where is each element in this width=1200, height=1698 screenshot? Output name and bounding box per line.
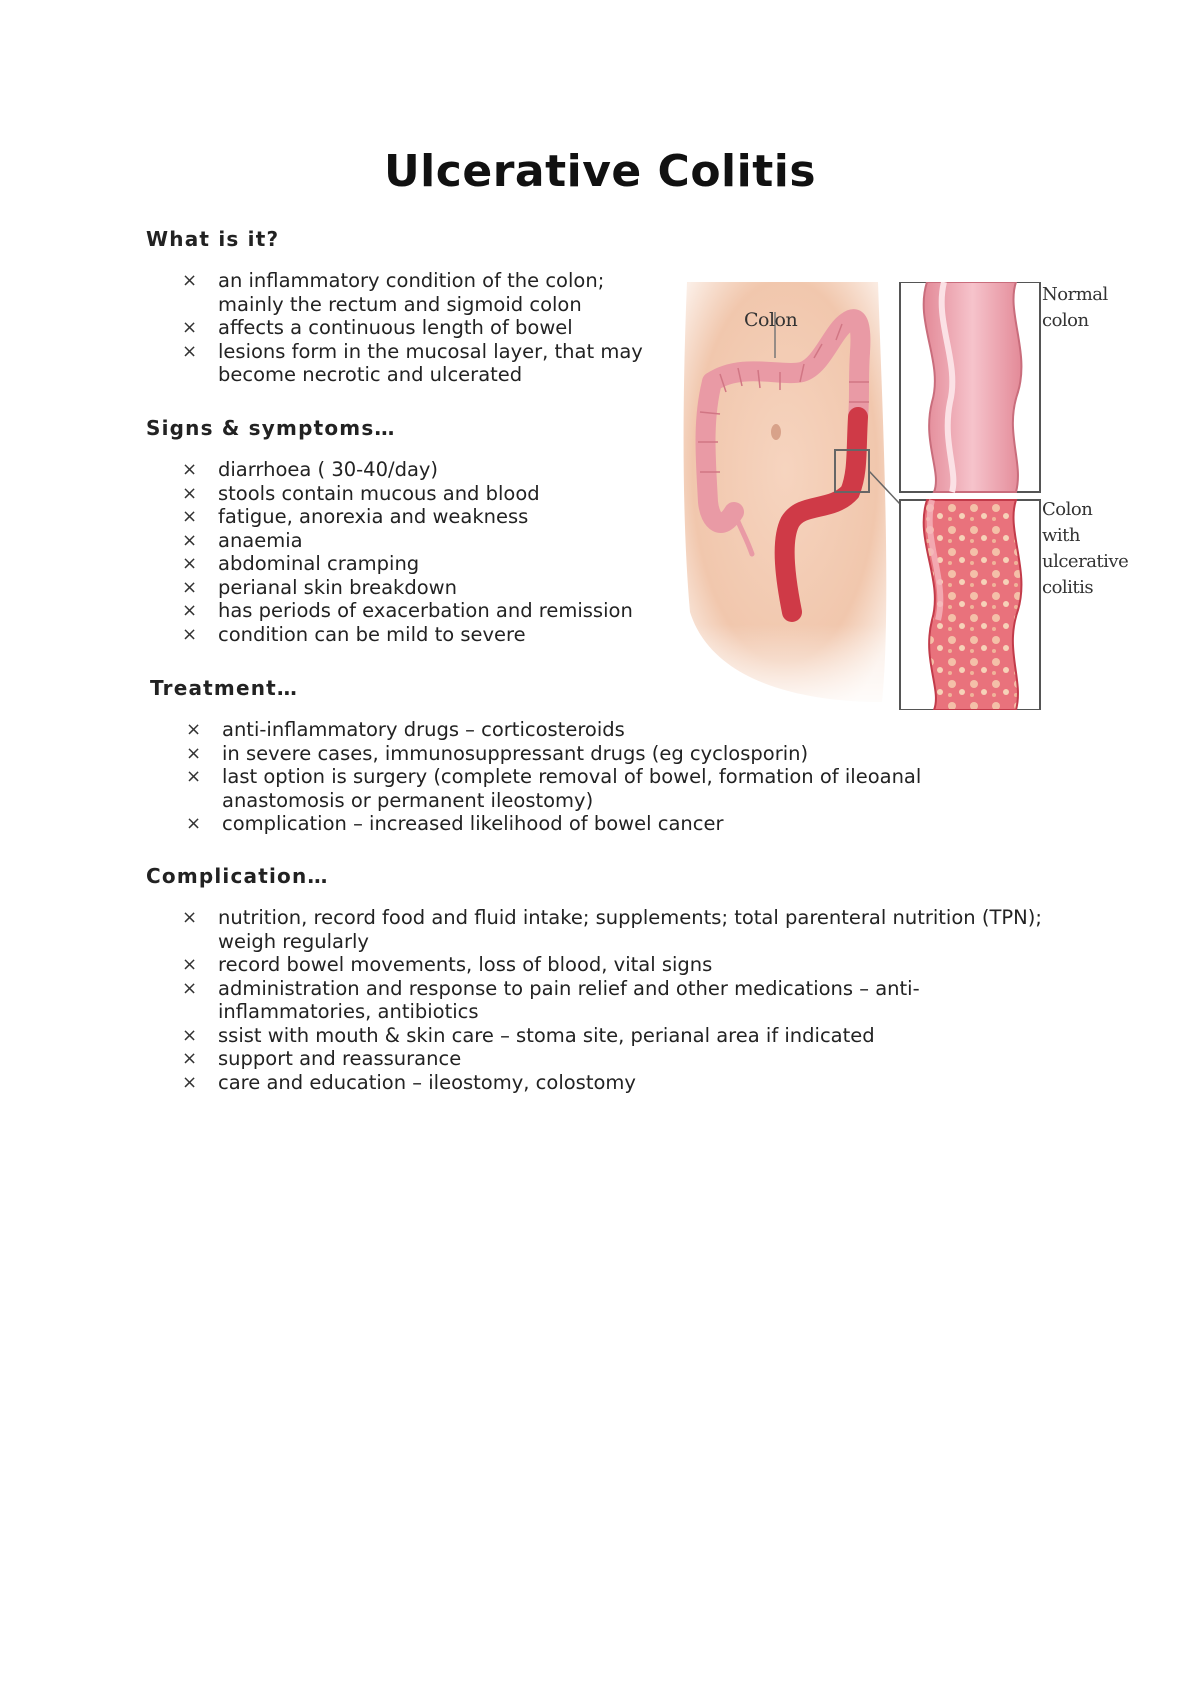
list-item [146,623,666,647]
list-item-text: has periods of exacerbation and remission [218,599,633,622]
section-heading: What is it? [146,227,280,251]
cross-bullet-icon: × [182,317,198,338]
list-item [146,269,666,316]
list-item-text: stools contain mucous and blood [218,481,540,505]
cross-bullet-icon: × [182,482,198,504]
list-item [146,458,666,482]
colon-diagram-graphic [682,282,1122,710]
cross-bullet-icon: × [182,907,198,928]
bullet-list [146,269,666,387]
cross-bullet-icon: × [186,742,202,764]
cross-bullet-icon: × [182,553,198,574]
colon-label: Colon [744,309,798,331]
list-item [146,529,666,553]
list-item [150,718,1050,742]
section-heading: Complication… [146,864,329,888]
page-title: Ulcerative Colitis [383,146,817,197]
cross-bullet-icon: × [182,600,198,621]
colon-illustration [682,282,1129,710]
normal-colon-tube [924,282,1022,492]
list-item [146,505,666,529]
cross-bullet-icon: × [182,576,198,598]
section-complication [146,864,1046,1094]
list-item-text: in severe cases, immunosuppressant drugs (eg cyclosporin) [222,741,809,765]
bullet-list [150,718,1050,836]
list-item [146,1047,1046,1071]
cross-bullet-icon: × [182,270,198,291]
list-item [146,1024,1046,1048]
list-item-text: record bowel movements, loss of blood, vital signs [218,953,713,976]
cross-bullet-icon: × [182,506,198,527]
list-item-text: condition can be mild to severe [218,622,526,646]
list-item-text: lesions form in the mucosal layer, that may become necrotic and ulcerated [218,339,643,386]
cross-bullet-icon: × [182,459,198,480]
list-item-text: affects a continuous length of bowel [218,316,573,339]
list-item [146,977,1046,1024]
list-item-text: last option is surgery (complete removal of bowel, formation of ileoanal anastomosis or permanent ileostomy) [222,765,922,812]
list-item-text: fatigue, anorexia and weakness [218,505,529,528]
list-item-text: nutrition, record food and fluid intake; supplements; total parenteral nutrition (TPN); weigh regularly [218,906,1042,953]
section-what-is-it [146,227,666,387]
list-item [146,552,666,576]
list-item [146,340,666,387]
cross-bullet-icon: × [182,1024,198,1046]
list-item [146,482,666,506]
navel [771,424,781,440]
bullet-list [146,458,666,646]
section-heading: Treatment… [150,676,299,700]
list-item-text: complication – increased likelihood of bowel cancer [222,812,724,835]
bullet-list [146,906,1046,1094]
cross-bullet-icon: × [182,623,198,645]
cross-bullet-icon: × [182,340,198,362]
list-item-text: support and reassurance [218,1047,462,1070]
normal-colon-label: Normal colon [1042,284,1108,331]
list-item-text: administration and response to pain relief and other medications – anti-inflammatories, antibiotics [218,976,920,1023]
list-item [146,599,666,623]
list-item [146,953,1046,977]
list-item [146,316,666,340]
cross-bullet-icon: × [186,719,202,740]
cross-bullet-icon: × [182,529,198,551]
list-item-text: an inflammatory condition of the colon; mainly the rectum and sigmoid colon [218,269,605,316]
list-item [150,812,1050,836]
list-item-text: anti-inflammatory drugs – corticosteroids [222,718,625,741]
cross-bullet-icon: × [186,813,202,834]
cross-bullet-icon: × [182,977,198,999]
list-item [146,906,1046,953]
list-item [146,1071,1046,1095]
list-item [146,576,666,600]
cross-bullet-icon: × [186,766,202,787]
cross-bullet-icon: × [182,1048,198,1069]
section-heading: Signs & symptoms… [146,416,396,440]
uc-colon-label: Colon with ulcerative colitis [1042,499,1129,598]
cross-bullet-icon: × [182,1071,198,1093]
list-item-text: abdominal cramping [218,552,420,575]
list-item-text: anaemia [218,528,303,552]
cross-bullet-icon: × [182,954,198,975]
list-item-text: diarrhoea ( 30-40/day) [218,458,439,481]
section-signs-symptoms [146,416,666,646]
list-item-text: care and education – ileostomy, colostomy [218,1070,636,1094]
list-item-text: perianal skin breakdown [218,575,457,599]
list-item-text: ssist with mouth & skin care – stoma site, perianal area if indicated [218,1023,875,1047]
list-item [150,742,1050,766]
list-item [150,765,1050,812]
